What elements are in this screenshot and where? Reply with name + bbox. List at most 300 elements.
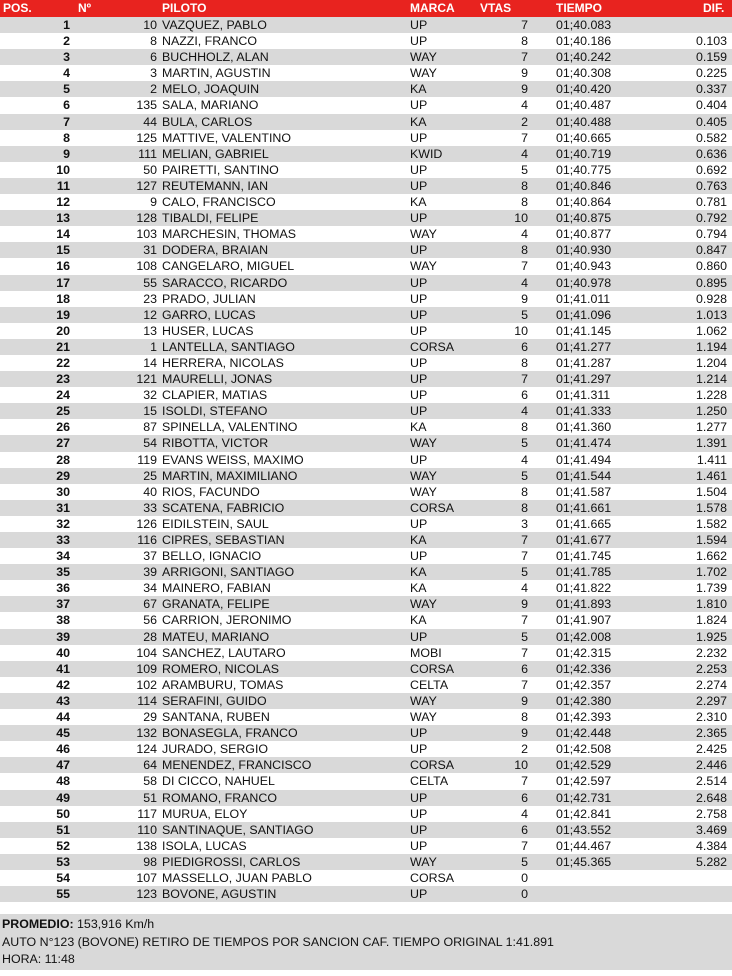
cell-marca: UP <box>410 452 428 467</box>
cell-vtas: 7 <box>521 372 528 387</box>
cell-num: 10 <box>143 18 157 32</box>
cell-marca: UP <box>410 162 428 177</box>
cell-tiempo: 01;41.745 <box>556 549 612 564</box>
cell-dif: 1.214 <box>695 372 727 387</box>
cell-marca: MOBI <box>410 645 442 660</box>
cell-vtas: 4 <box>521 98 528 113</box>
table-row <box>0 886 732 902</box>
cell-dif: 1.824 <box>695 613 727 628</box>
hora-line: HORA: 11:48 <box>2 952 75 966</box>
cell-dif: 2.310 <box>695 710 727 725</box>
cell-tiempo: 01;40.242 <box>556 50 612 65</box>
cell-vtas: 9 <box>521 66 528 81</box>
cell-piloto: MENENDEZ, FRANCISCO <box>162 758 312 773</box>
cell-marca: UP <box>410 742 428 757</box>
cell-marca: WAY <box>410 227 437 242</box>
cell-num: 103 <box>136 227 157 242</box>
cell-dif: 1.594 <box>695 533 727 547</box>
cell-dif: 1.228 <box>695 388 727 403</box>
table-row <box>0 806 732 822</box>
cell-piloto: SERAFINI, GUIDO <box>162 693 267 708</box>
cell-piloto: MELO, JOAQUIN <box>162 82 260 97</box>
cell-tiempo: 01;41.822 <box>556 581 612 596</box>
cell-marca: UP <box>410 838 428 853</box>
cell-tiempo: 01;40.420 <box>556 82 612 97</box>
table-row <box>0 580 732 596</box>
cell-dif: 1.810 <box>695 597 727 612</box>
table-row <box>0 194 732 210</box>
cell-piloto: REUTEMANN, IAN <box>162 178 269 193</box>
cell-pos: 38 <box>56 613 70 628</box>
cell-dif: 2.232 <box>695 645 727 660</box>
cell-num: 87 <box>143 420 157 435</box>
cell-pos: 21 <box>56 339 70 354</box>
cell-marca: UP <box>410 806 428 821</box>
cell-num: 33 <box>143 500 157 515</box>
cell-tiempo: 01;41.544 <box>556 468 612 483</box>
cell-tiempo: 01;41.587 <box>556 484 612 499</box>
cell-num: 54 <box>143 436 157 451</box>
cell-pos: 29 <box>56 468 70 483</box>
cell-dif: 4.384 <box>695 838 727 853</box>
cell-piloto: EVANS WEISS, MAXIMO <box>162 452 304 467</box>
cell-pos: 10 <box>56 162 70 177</box>
cell-dif: 1.582 <box>695 516 727 531</box>
cell-vtas: 6 <box>521 339 528 354</box>
cell-num: 108 <box>136 259 157 274</box>
cell-dif: 0.636 <box>695 146 727 161</box>
cell-vtas: 7 <box>521 838 528 853</box>
cell-marca: CELTA <box>410 774 449 789</box>
cell-pos: 17 <box>56 275 70 290</box>
cell-num: 128 <box>136 211 157 226</box>
cell-vtas: 9 <box>521 597 528 612</box>
table-row <box>0 468 732 484</box>
table-row <box>0 452 732 468</box>
cell-piloto: MAINERO, FABIAN <box>162 581 271 596</box>
cell-marca: UP <box>410 98 428 113</box>
cell-num: 132 <box>136 726 157 741</box>
cell-tiempo: 01;40.875 <box>556 211 612 226</box>
cell-vtas: 10 <box>514 211 528 226</box>
table-row <box>0 403 732 419</box>
footer <box>0 914 732 970</box>
cell-marca: UP <box>410 34 428 49</box>
cell-num: 64 <box>143 758 157 773</box>
cell-vtas: 5 <box>521 162 528 177</box>
table-row <box>0 355 732 371</box>
table-row <box>0 419 732 435</box>
cell-pos: 2 <box>63 34 70 49</box>
cell-dif: 1.250 <box>695 404 727 419</box>
cell-tiempo: 01;41.665 <box>556 516 612 531</box>
cell-marca: CELTA <box>410 677 449 692</box>
table-row <box>0 629 732 645</box>
cell-tiempo: 01;41.011 <box>556 291 611 306</box>
cell-pos: 48 <box>56 774 70 789</box>
cell-num: 29 <box>143 710 157 725</box>
table-row <box>0 97 732 113</box>
table-row <box>0 741 732 757</box>
cell-marca: UP <box>410 211 428 226</box>
cell-dif: 1.277 <box>695 420 727 435</box>
cell-num: 13 <box>143 323 157 338</box>
header-tiempo: TIEMPO <box>556 1 603 15</box>
cell-dif: 1.702 <box>695 565 727 580</box>
cell-marca: KA <box>410 82 427 97</box>
cell-piloto: HERRERA, NICOLAS <box>162 355 284 370</box>
cell-dif: 0.860 <box>695 259 727 274</box>
cell-vtas: 10 <box>514 758 528 773</box>
cell-tiempo: 01;40.943 <box>556 259 612 274</box>
cell-pos: 25 <box>56 404 70 419</box>
results-table <box>0 17 732 902</box>
cell-pos: 1 <box>63 18 70 32</box>
cell-marca: UP <box>410 887 428 902</box>
table-row <box>0 500 732 516</box>
cell-num: 111 <box>138 146 157 161</box>
cell-tiempo: 01;40.775 <box>556 162 612 177</box>
cell-vtas: 7 <box>521 18 528 32</box>
cell-vtas: 5 <box>521 436 528 451</box>
cell-tiempo: 01;40.930 <box>556 243 612 258</box>
cell-dif: 0.405 <box>695 114 727 129</box>
table-row <box>0 33 732 49</box>
cell-vtas: 7 <box>521 259 528 274</box>
header-pos: POS. <box>3 1 32 15</box>
cell-piloto: LANTELLA, SANTIAGO <box>162 339 295 354</box>
cell-dif: 0.928 <box>695 291 727 306</box>
cell-tiempo: 01;42.380 <box>556 693 612 708</box>
cell-vtas: 7 <box>521 50 528 65</box>
cell-num: 6 <box>150 50 157 65</box>
cell-tiempo: 01;41.474 <box>556 436 612 451</box>
table-row <box>0 870 732 886</box>
cell-vtas: 0 <box>521 887 528 902</box>
cell-num: 25 <box>143 468 157 483</box>
cell-dif: 1.504 <box>695 484 727 499</box>
header-marca: MARCA <box>410 1 455 15</box>
cell-num: 23 <box>143 291 157 306</box>
cell-num: 109 <box>136 661 157 676</box>
table-row <box>0 387 732 403</box>
table-row <box>0 435 732 451</box>
cell-vtas: 8 <box>521 484 528 499</box>
cell-marca: UP <box>410 291 428 306</box>
cell-num: 50 <box>143 162 157 177</box>
cell-marca: CORSA <box>410 758 455 773</box>
table-row <box>0 226 732 242</box>
cell-num: 28 <box>143 629 157 644</box>
cell-marca: UP <box>410 629 428 644</box>
cell-dif: 1.391 <box>695 436 727 451</box>
cell-piloto: SALA, MARIANO <box>162 98 259 113</box>
table-row <box>0 371 732 387</box>
cell-tiempo: 01;40.186 <box>556 34 612 49</box>
cell-marca: WAY <box>410 854 437 869</box>
table-row <box>0 49 732 65</box>
cell-num: 119 <box>137 452 157 467</box>
cell-num: 123 <box>136 887 157 902</box>
header-dif: DIF. <box>703 1 725 15</box>
cell-vtas: 8 <box>521 420 528 435</box>
cell-vtas: 5 <box>521 629 528 644</box>
table-row <box>0 532 732 548</box>
cell-piloto: MATTIVE, VALENTINO <box>162 130 291 145</box>
cell-num: 2 <box>150 82 157 97</box>
cell-marca: UP <box>410 130 428 145</box>
cell-dif: 2.297 <box>695 693 727 708</box>
cell-tiempo: 01;42.731 <box>556 790 612 805</box>
cell-tiempo: 01;41.360 <box>556 420 612 435</box>
cell-pos: 15 <box>56 243 70 258</box>
cell-num: 107 <box>136 870 157 885</box>
cell-num: 98 <box>143 854 157 869</box>
cell-marca: CORSA <box>410 661 455 676</box>
cell-num: 117 <box>137 806 157 821</box>
cell-pos: 11 <box>56 178 70 193</box>
cell-tiempo: 01;42.841 <box>556 806 612 821</box>
table-row <box>0 516 732 532</box>
promedio-label: PROMEDIO: <box>2 917 74 931</box>
cell-tiempo: 01;40.488 <box>556 114 612 129</box>
table-row <box>0 307 732 323</box>
cell-pos: 16 <box>56 259 70 274</box>
promedio-value: 153,916 Km/h <box>73 917 155 931</box>
table-row <box>0 709 732 725</box>
cell-num: 8 <box>150 34 157 49</box>
cell-dif: 0.895 <box>695 275 727 290</box>
cell-vtas: 0 <box>521 870 528 885</box>
cell-pos: 9 <box>63 146 70 161</box>
cell-piloto: SPINELLA, VALENTINO <box>162 420 298 435</box>
cell-marca: UP <box>410 388 428 403</box>
cell-tiempo: 01;41.893 <box>556 597 612 612</box>
cell-pos: 18 <box>56 291 70 306</box>
cell-marca: WAY <box>410 436 437 451</box>
cell-tiempo: 01;42.597 <box>556 774 612 789</box>
table-row <box>0 291 732 307</box>
cell-tiempo: 01;40.487 <box>556 98 612 113</box>
cell-vtas: 7 <box>521 677 528 692</box>
table-header <box>0 0 732 17</box>
table-row <box>0 275 732 291</box>
cell-num: 114 <box>137 693 157 708</box>
cell-vtas: 7 <box>521 613 528 628</box>
cell-dif: 1.578 <box>695 500 727 515</box>
cell-piloto: ROMERO, NICOLAS <box>162 661 280 676</box>
cell-num: 12 <box>143 307 157 322</box>
cell-pos: 44 <box>56 710 70 725</box>
cell-pos: 45 <box>56 726 70 741</box>
cell-dif: 1.204 <box>695 355 727 370</box>
cell-dif: 2.758 <box>695 806 727 821</box>
cell-pos: 3 <box>63 50 70 65</box>
cell-vtas: 8 <box>521 243 528 258</box>
cell-piloto: GARRO, LUCAS <box>162 307 256 322</box>
cell-vtas: 4 <box>521 404 528 419</box>
cell-vtas: 9 <box>521 726 528 741</box>
cell-dif: 0.794 <box>695 227 727 242</box>
sanction-note: AUTO N°123 (BOVONE) RETIRO DE TIEMPOS POR SANCION CAF. TIEMPO ORIGINAL 1:41.891 <box>2 935 554 949</box>
cell-pos: 30 <box>56 484 70 499</box>
cell-vtas: 8 <box>521 34 528 49</box>
cell-tiempo: 01;42.357 <box>556 677 612 692</box>
cell-pos: 23 <box>56 372 70 387</box>
cell-vtas: 10 <box>514 323 528 338</box>
cell-piloto: ARRIGONI, SANTIAGO <box>162 565 295 580</box>
cell-pos: 13 <box>56 211 70 226</box>
table-row <box>0 146 732 162</box>
cell-dif: 0.763 <box>695 178 727 193</box>
cell-piloto: SANTANA, RUBEN <box>162 710 270 725</box>
cell-pos: 39 <box>56 629 70 644</box>
cell-pos: 46 <box>56 742 70 757</box>
cell-marca: WAY <box>410 693 437 708</box>
table-row <box>0 484 732 500</box>
cell-tiempo: 01;41.287 <box>556 355 612 370</box>
cell-marca: WAY <box>410 710 437 725</box>
cell-pos: 55 <box>56 887 70 902</box>
cell-num: 31 <box>143 243 157 258</box>
cell-vtas: 5 <box>521 468 528 483</box>
table-row <box>0 65 732 81</box>
cell-pos: 54 <box>56 870 70 885</box>
cell-dif: 2.253 <box>695 661 727 676</box>
table-row <box>0 612 732 628</box>
cell-piloto: SCATENA, FABRICIO <box>162 500 285 515</box>
cell-vtas: 7 <box>521 774 528 789</box>
table-row <box>0 242 732 258</box>
cell-dif: 1.194 <box>695 339 727 354</box>
cell-pos: 36 <box>56 581 70 596</box>
table-row <box>0 854 732 870</box>
cell-pos: 42 <box>56 677 70 692</box>
table-row <box>0 114 732 130</box>
cell-marca: UP <box>410 355 428 370</box>
cell-num: 104 <box>136 645 157 660</box>
table-row <box>0 645 732 661</box>
cell-tiempo: 01;40.719 <box>556 146 612 161</box>
cell-vtas: 9 <box>521 693 528 708</box>
cell-dif: 0.582 <box>695 130 727 145</box>
cell-vtas: 7 <box>521 645 528 660</box>
table-row <box>0 822 732 838</box>
table-row <box>0 81 732 97</box>
cell-vtas: 7 <box>521 533 528 547</box>
cell-vtas: 6 <box>521 822 528 837</box>
cell-tiempo: 01;42.508 <box>556 742 612 757</box>
cell-vtas: 2 <box>521 742 528 757</box>
cell-tiempo: 01;42.529 <box>556 758 612 773</box>
cell-piloto: SARACCO, RICARDO <box>162 275 288 290</box>
table-row <box>0 210 732 226</box>
cell-dif: 2.365 <box>695 726 727 741</box>
table-row <box>0 130 732 146</box>
cell-num: 9 <box>150 195 157 210</box>
table-row <box>0 258 732 274</box>
cell-dif: 0.337 <box>695 82 727 97</box>
cell-marca: UP <box>410 516 428 531</box>
header-num: Nº <box>78 1 92 15</box>
header-vtas: VTAS <box>480 1 512 15</box>
cell-piloto: CARRION, JERONIMO <box>162 613 292 628</box>
cell-pos: 24 <box>56 388 70 403</box>
cell-vtas: 3 <box>521 516 528 531</box>
cell-dif: 1.925 <box>695 629 727 644</box>
cell-pos: 6 <box>63 98 70 113</box>
cell-tiempo: 01;41.297 <box>556 372 612 387</box>
cell-dif: 1.662 <box>695 549 727 564</box>
cell-marca: CORSA <box>410 500 455 515</box>
cell-piloto: MATEU, MARIANO <box>162 629 270 644</box>
cell-piloto: DODERA, BRAIAN <box>162 243 269 258</box>
cell-piloto: VAZQUEZ, PABLO <box>162 18 267 32</box>
cell-marca: KWID <box>410 146 443 161</box>
cell-tiempo: 01;44.467 <box>556 838 612 853</box>
cell-pos: 14 <box>56 227 70 242</box>
cell-tiempo: 01;41.785 <box>556 565 612 580</box>
cell-vtas: 8 <box>521 178 528 193</box>
cell-dif: 1.461 <box>695 468 727 483</box>
cell-dif: 0.103 <box>695 34 727 49</box>
cell-dif: 2.514 <box>695 774 727 789</box>
cell-tiempo: 01;41.677 <box>556 533 612 547</box>
cell-dif: 3.469 <box>695 822 727 837</box>
table-row <box>0 661 732 677</box>
cell-pos: 4 <box>63 66 70 81</box>
cell-num: 32 <box>143 388 157 403</box>
table-row <box>0 17 732 33</box>
cell-dif: 0.792 <box>695 211 727 226</box>
cell-dif: 5.282 <box>695 854 727 869</box>
cell-num: 110 <box>137 822 157 837</box>
cell-pos: 5 <box>63 82 70 97</box>
cell-pos: 52 <box>56 838 70 853</box>
cell-marca: UP <box>410 404 428 419</box>
cell-marca: UP <box>410 549 428 564</box>
table-row <box>0 596 732 612</box>
cell-marca: WAY <box>410 468 437 483</box>
cell-piloto: JURADO, SERGIO <box>162 742 269 757</box>
cell-piloto: TIBALDI, FELIPE <box>162 211 259 226</box>
cell-marca: UP <box>410 726 428 741</box>
table-row <box>0 773 732 789</box>
cell-dif: 0.847 <box>695 243 727 258</box>
cell-tiempo: 01;40.846 <box>556 178 612 193</box>
cell-pos: 50 <box>56 806 70 821</box>
cell-tiempo: 01;40.665 <box>556 130 612 145</box>
cell-pos: 26 <box>56 420 70 435</box>
cell-piloto: CIPRES, SEBASTIAN <box>162 533 285 547</box>
cell-tiempo: 01;40.978 <box>556 275 612 290</box>
cell-num: 121 <box>136 372 157 387</box>
cell-tiempo: 01;42.448 <box>556 726 612 741</box>
cell-tiempo: 01;42.008 <box>556 629 612 644</box>
cell-num: 14 <box>143 355 157 370</box>
cell-marca: UP <box>410 307 428 322</box>
cell-dif: 0.781 <box>695 195 727 210</box>
cell-marca: UP <box>410 790 428 805</box>
cell-piloto: BONASEGLA, FRANCO <box>162 726 298 741</box>
table-row <box>0 790 732 806</box>
promedio-line <box>2 916 154 932</box>
cell-piloto: GRANATA, FELIPE <box>162 597 270 612</box>
cell-num: 124 <box>136 742 157 757</box>
cell-pos: 37 <box>56 597 70 612</box>
cell-vtas: 8 <box>521 500 528 515</box>
cell-tiempo: 01;40.864 <box>556 195 612 210</box>
